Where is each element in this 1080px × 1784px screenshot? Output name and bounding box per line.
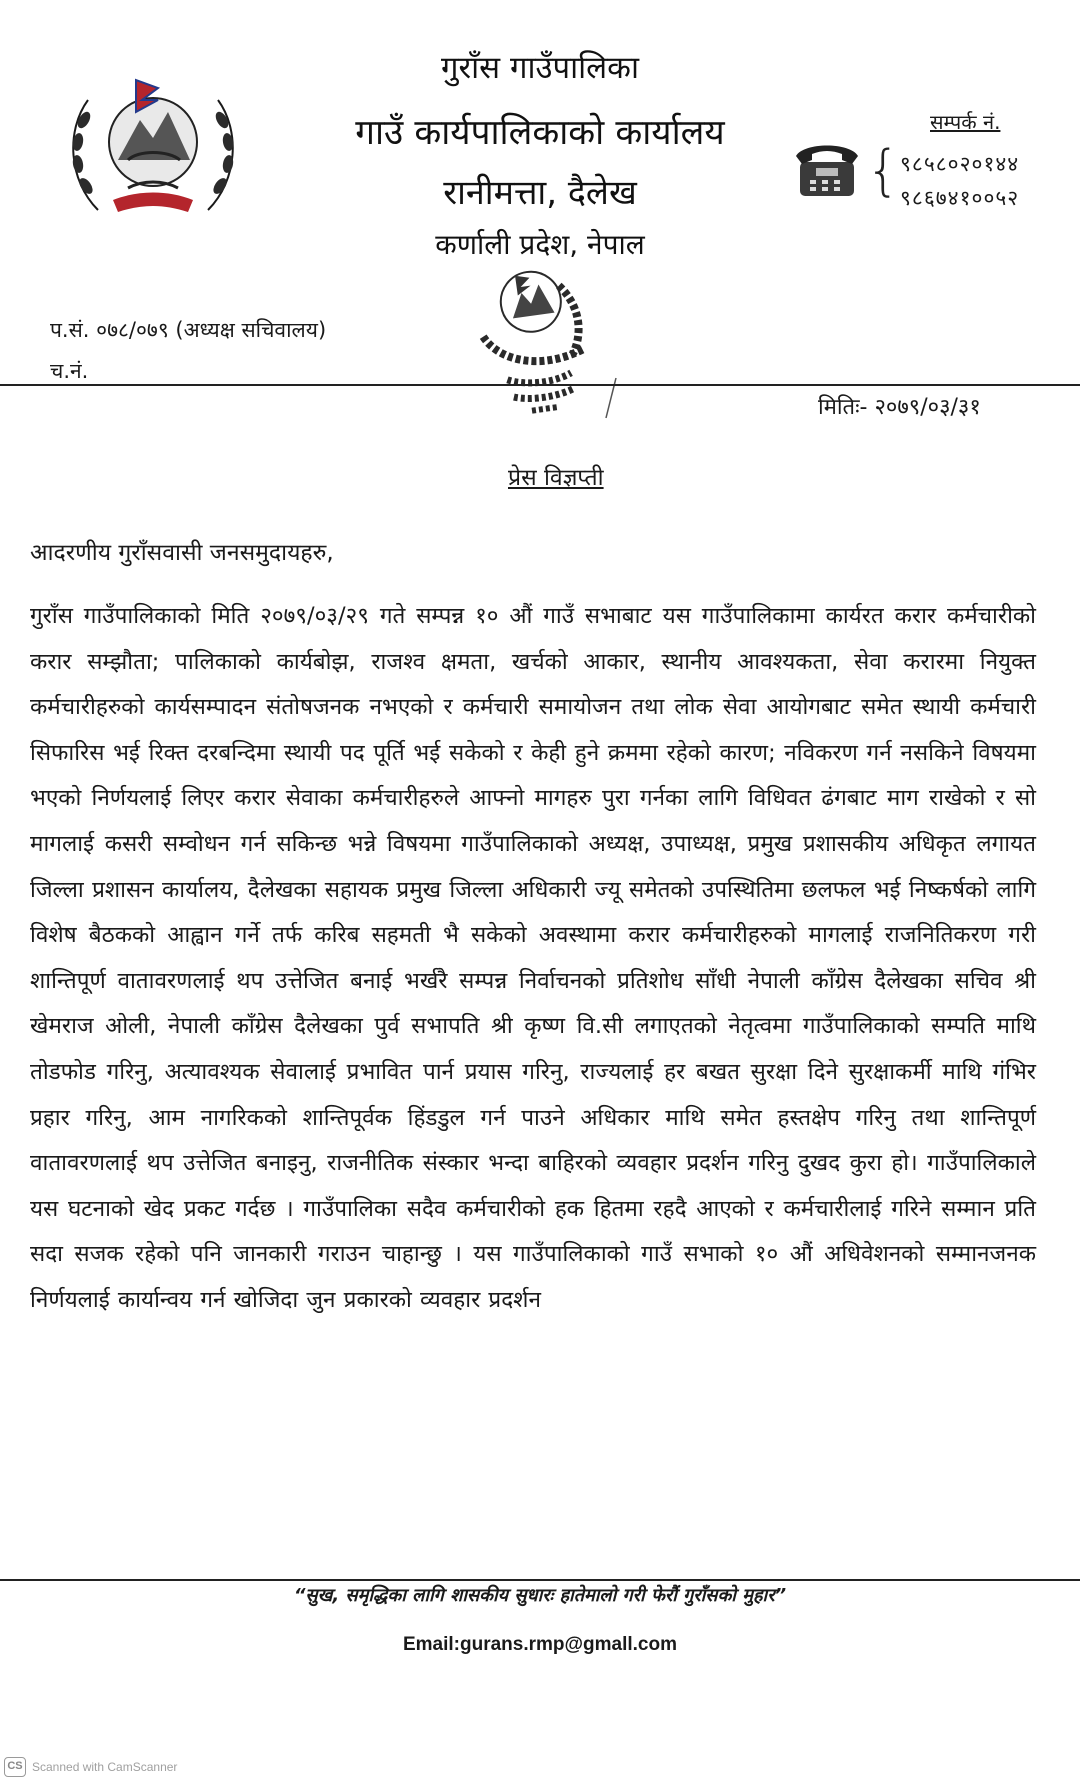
camscanner-text: Scanned with CamScanner (32, 1760, 178, 1774)
province-country: कर्णाली प्रदेश, नेपाल (435, 228, 645, 261)
salutation: आदरणीय गुराँसवासी जनसमुदायहरु, (30, 540, 334, 566)
camscanner-logo-icon: CS (4, 1757, 26, 1777)
brace-icon: { (866, 139, 901, 202)
office-name: गाउँ कार्यपालिकाको कार्यालय (355, 113, 725, 153)
phone-number-1: ९८५८०२०१४४ (900, 152, 1020, 176)
reference-number: प.सं. ०७८/०७९ (अध्यक्ष सचिवालय) (50, 318, 327, 342)
telephone-icon (794, 138, 860, 202)
header-divider (0, 384, 1080, 386)
footer-divider (0, 1579, 1080, 1581)
scanner-watermark (4, 1756, 177, 1778)
dispatch-number: च.नं. (50, 359, 89, 383)
office-stamp (466, 258, 626, 448)
contact-label: सम्पर्क नं. (930, 110, 1001, 134)
press-release-title: प्रेस विज्ञप्ती (508, 465, 604, 491)
document-date: मितिः- २०७९/०३/३१ (818, 395, 981, 420)
footer-slogan: “सुख, समृद्धिका लागि शासकीय सुधारः हातेमालो गरी फेरौं गुराँसको मुहार” (293, 1585, 787, 1606)
footer-email: Email:gurans.rmp@gmall.com (402, 1634, 678, 1655)
office-location: रानीमत्ता, दैलेख (443, 173, 637, 213)
phone-number-2: ९८६७४१००५२ (900, 186, 1020, 210)
press-release-body: गुराँस गाउँपालिकाको मिति २०७९/०३/२९ गते सम्पन्न १० औं गाउँ सभाबाट यस गाउँपालिकामा कार्यरत करार कर्मचारीको करार सम्झौता; पालिकाको कार्यबोझ, राजश्व क्षमता, खर्चको आकार, स्थानीय आवश्यकता, सेवा करारमा नियुक्त कर्मचारीहरुको कार्यसम्पादन संतोषजनक नभएको र कर्मचारी समायोजन तथा लोक सेवा आयोगबाट समेत स्थायी कर्मचारी सिफारिस भई रिक्त दरबन्दिमा स्थायी पद पूर्ति भई सकेको र केही हुने क्रममा रहेको कारण; नविकरण गर्न नसकिने विषयमा भएको निर्णयलाई लिएर करार सेवाका कर्मचारीहरुले आफ्नो मागहरु पुरा गर्नका लागि विधिवत ढंगबाट माग राखेको र सो मागलाई कसरी सम्वोधन गर्न सकिन्छ भन्ने विषयमा गाउँपालिकाको अध्यक्ष, उपाध्यक्ष, प्रमुख प्रशासकीय अधिकृत लगायत जिल्ला प्रशासन कार्यालय, दैलेखका सहायक प्रमुख जिल्ला अधिकारी ज्यू समेतको उपस्थितिमा छलफल भई निष्कर्षको लागि विशेष बैठकको आह्वान गर्ने तर्फ करिब सहमती भै सकेको अवस्थामा करार कर्मचारीहरुको मागलाई राजनितिकरण गरी शान्तिपूर्ण वातावरणलाई थप उत्तेजित बनाई भर्खरै सम्पन्न निर्वाचनको प्रतिशोध साँधी नेपाली काँग्रेस दैलेखका सचिव श्री खेमराज ओली, नेपाली काँग्रेस दैलेखका पुर्व सभापति श्री कृष्ण वि.सी लगाएतको नेतृत्वमा गाउँपालिकाको सम्पति माथि तोडफोड गरिनु, अत्यावश्यक सेवालाई प्रभावित पार्न प्रयास गरिनु, राज्यलाई हर बखत सुरक्षा दिने सुरक्षाकर्मी माथि गंभिर प्रहार गरिनु, आम नागरिकको शान्तिपूर्वक हिंडडुल गर्न पाउने अधिकार माथि समेत हस्तक्षेप गरिनु तथा शान्तिपूर्ण वातावरणलाई थप उत्तेजित बनाइनु, राजनीतिक संस्कार भन्दा बाहिरको व्यवहार प्रदर्शन गरिनु दुखद कुरा हो। गाउँपालिकाले यस घटनाको खेद प्रकट गर्दछ । गाउँपालिका सदैव कर्मचारीको हक हितमा रहदै आएको र कर्मचारीलाई गरिने सम्मान प्रति सदा सजक रहेको पनि जानकारी गराउन चाहान्छु । यस गाउँपालिकाको गाउँ सभाको १० औं अधिवेशनको सम्मानजनक निर्णयलाई कार्यान्वय गर्न खोजिदा जुन प्रकारको व्यवहार प्रदर्शन (30, 603, 1036, 1313)
municipality-name: गुराँस गाउँपालिका (441, 50, 639, 86)
